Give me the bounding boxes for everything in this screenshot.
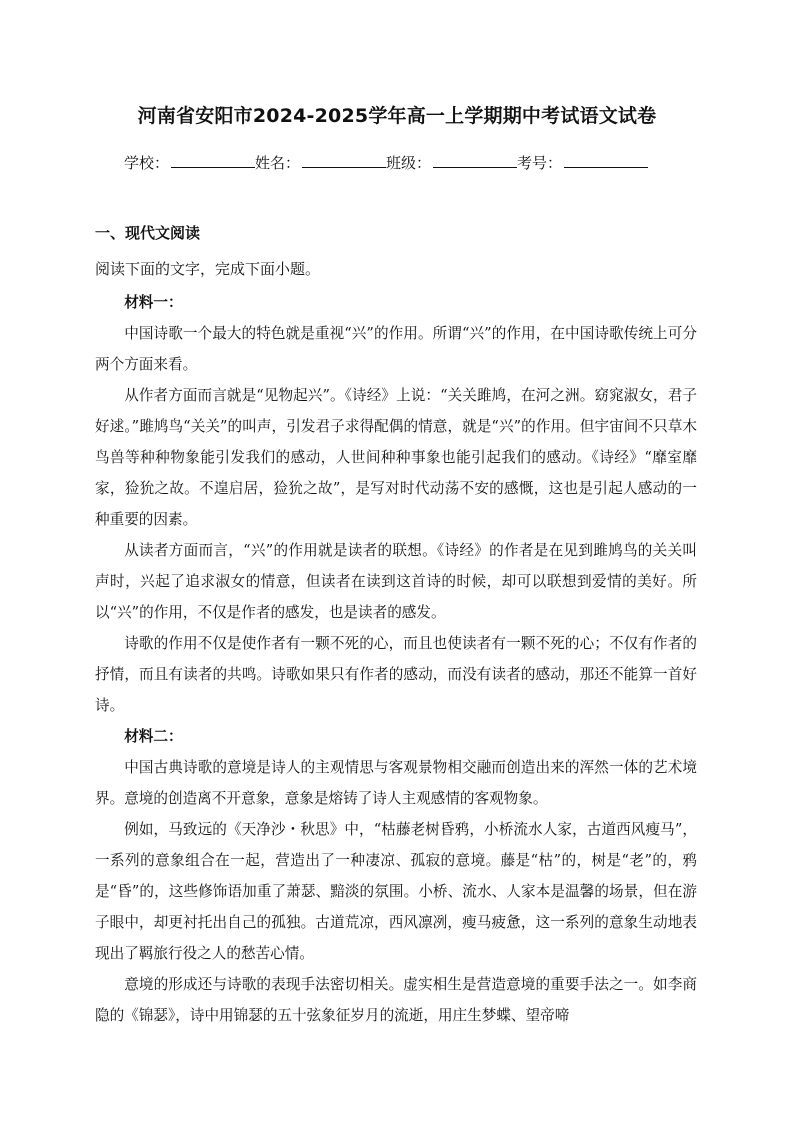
student-info-row	[124, 152, 684, 176]
material1-paragraph: 诗歌的作用不仅是使作者有一颗不死的心，而且也使读者有一颗不死的心；不仅有作者的抒情，而且有读者的共鸣。诗歌如果只有作者的感动，而没有读者的感动，那还不能算一首好诗。	[95, 635, 697, 714]
material2-label: 材料二：	[124, 728, 183, 745]
class-field	[386, 152, 517, 173]
material1-paragraph: 从作者方面而言就是“见物起兴”。《诗经》上说：“关关雎鸠，在河之洲。窈窕淑女，君子好逑。”雎鸠鸟“关关”的叫声，引发君子求得配偶的情意，就是“兴”的作用。但宇宙间不只草木鸟兽等种种物象能引发我们的感动，人世间种种事象也能引起我们的感动。《诗经》“靡室靡家，猃狁之故。不遑启居，猃狁之故”，是写对时代动荡不安的感慨，这也是引起人感动的一种重要的因素。	[95, 387, 697, 528]
school-field	[124, 152, 255, 173]
name-blank[interactable]	[302, 153, 386, 168]
reading-material	[95, 287, 697, 1031]
exam-number-label: 考号：	[517, 154, 563, 172]
reading-instruction: 阅读下面的文字，完成下面小题。	[95, 260, 321, 278]
section-heading: 一、现代文阅读	[95, 224, 201, 242]
class-label: 班级：	[386, 154, 432, 172]
class-blank[interactable]	[433, 153, 517, 168]
exam-number-field	[517, 152, 648, 173]
school-label: 学校：	[124, 154, 170, 172]
school-blank[interactable]	[171, 153, 255, 168]
material1-label: 材料一：	[124, 294, 183, 311]
exam-title: 河南省安阳市2024-2025学年高一上学期期中考试语文试卷	[137, 105, 657, 127]
material2-paragraph: 例如，马致远的《天净沙・秋思》中，“枯藤老树昏鸦，小桥流水人家，古道西风瘦马”，一系列的意象组合在一起，营造出了一种凄凉、孤寂的意境。藤是“枯”的，树是“老”的，鸦是“昏”的，这些修饰语加重了萧瑟、黯淡的氛围。小桥、流水、人家本是温馨的场景，但在游子眼中，却更衬托出自己的孤独。古道荒凉，西风凛冽，瘦马疲惫，这一系列的意象生动地表现出了羁旅行役之人的愁苦心情。	[95, 821, 697, 962]
exam-number-blank[interactable]	[564, 153, 648, 168]
material2-paragraph: 中国古典诗歌的意境是诗人的主观情思与客观景物相交融而创造出来的浑然一体的艺术境界。意境的创造离不开意象，意象是熔铸了诗人主观感情的客观物象。	[95, 759, 697, 807]
material1-paragraph: 中国诗歌一个最大的特色就是重视“兴”的作用。所谓“兴”的作用，在中国诗歌传统上可分两个方面来看。	[95, 325, 697, 373]
material2-paragraph: 意境的形成还与诗歌的表现手法密切相关。虚实相生是营造意境的重要手法之一。如李商隐的《锦瑟》，诗中用锦瑟的五十弦象征岁月的流逝，用庄生梦蝶、望帝啼	[95, 976, 697, 1024]
name-label: 姓名：	[255, 154, 301, 172]
name-field	[255, 152, 386, 173]
material1-paragraph: 从读者方面而言，“兴”的作用就是读者的联想。《诗经》的作者是在见到雎鸠鸟的关关叫声时，兴起了追求淑女的情意，但读者在读到这首诗的时候，却可以联想到爱情的美好。所以“兴”的作用，不仅是作者的感发，也是读者的感发。	[95, 542, 697, 621]
